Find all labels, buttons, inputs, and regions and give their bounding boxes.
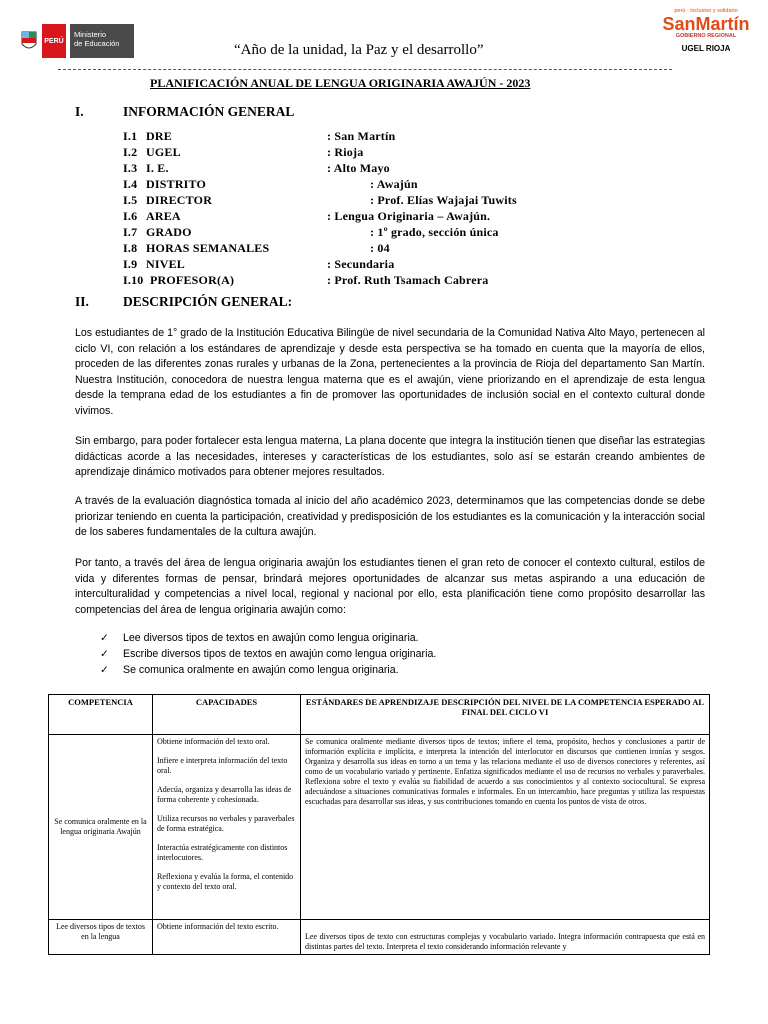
capacidades-cell xyxy=(153,735,301,920)
coat-of-arms-icon xyxy=(19,26,39,56)
capacidades-cell xyxy=(153,920,301,955)
capacidad-item: Utiliza recursos no verbales y paraverbales de forma estratégica. xyxy=(157,814,295,833)
table-header-cell: COMPETENCIA xyxy=(49,695,153,735)
section-2-title: DESCRIPCIÓN GENERAL: xyxy=(123,294,293,309)
info-code: I.3 xyxy=(123,161,138,175)
checklist-item: Lee diversos tipos de textos en awajún como lengua originaria. xyxy=(123,632,419,644)
paragraph: Por tanto, a través del área de lengua originaria awajún los estudiantes tienen el gran reto de conocer el contexto cultural, estilos de vida y diferentes formas de pensar, brindará mejores oportunidades de alcanzar sus metas aspirando a una educación de interculturalidad y competencias a nivel local, regional y nacional por ello, esta planificación tiene como propósito desarrollar las competencias del área de lengua originaria awajún como: xyxy=(75,557,705,616)
capacidad-item: Obtiene información del texto escrito. xyxy=(157,922,279,931)
info-label: DIRECTOR xyxy=(146,193,213,207)
info-value: : San Martín xyxy=(327,129,396,143)
info-label: DISTRITO xyxy=(146,177,207,191)
info-code: I.9 xyxy=(123,257,138,271)
checklist-item: Escribe diversos tipos de textos en awajún como lengua originaria. xyxy=(123,648,437,660)
estandar-cell: Lee diversos tipos de texto con estructuras complejas y vocabulario variado. Integra información contrapuesta que está en distintas partes del texto. Interpreta el texto considerando información relevante y xyxy=(301,920,710,955)
sm-brand-text: SanMartín xyxy=(662,14,750,34)
table-row xyxy=(49,920,710,955)
info-value: : Rioja xyxy=(327,145,364,159)
capacidad-item: Obtiene información del texto oral. xyxy=(157,737,270,746)
table-row xyxy=(49,735,710,920)
estandar-cell: Se comunica oralmente mediante diversos tipos de textos; infiere el tema, propósito, hechos y conclusiones a partir de información explícita e implícita, e interpreta la intención del interlocutor en discursos que contienen ironías y sesgos. Organiza y desarrolla sus ideas en torno a un tema y las relaciona mediante el uso de diversos conectores y referentes, así como de un vocabulario variado y pertinente. Enfatiza significados mediante el uso de recursos no verbales y paraverbales. Reflexiona sobre el texto y evalúa su fiabilidad de acuerdo a sus conocimientos y al contexto sociocultural. Se expresa adecuándose a situaciones comunicativas formales e informales. En un intercambio, hace preguntas y utiliza las respuestas escuchadas para desarrollar sus ideas, y sus contribuciones tomando en cuenta los puntos de vista de otros. xyxy=(301,735,710,920)
info-code: I.7 xyxy=(123,225,138,239)
info-value: : 04 xyxy=(370,241,390,255)
info-code: I.5 xyxy=(123,193,138,207)
info-code: I.2 xyxy=(123,145,138,159)
paragraph: Sin embargo, para poder fortalecer esta lengua materna, La plana docente que integra la institución tienen que diseñar las estrategias didácticas acorde a las necesidades, intereses y características de los estudiantes, solo así se estarán creando ambientes de aprendizaje dinámico motivados para obtener mejores resultados. xyxy=(75,435,705,478)
competency-table xyxy=(48,694,710,955)
peru-logo-block xyxy=(42,24,66,58)
section-1-number: I. xyxy=(75,104,84,119)
competencia-cell: Se comunica oralmente en la lengua originaria Awajún xyxy=(49,735,153,920)
competencia-cell: Lee diversos tipos de textos en la lengua xyxy=(49,920,153,955)
info-value: : Prof. Ruth Tsamach Cabrera xyxy=(327,273,489,287)
sm-ugel-text: UGEL RIOJA xyxy=(681,44,731,53)
capacidad-item: Infiere e interpreta información del texto oral. xyxy=(157,756,288,775)
info-value: : Prof. Elías Wajajai Tuwits xyxy=(370,193,517,207)
capacidad-item: Adecúa, organiza y desarrolla las ideas de forma coherente y cohesionada. xyxy=(157,785,292,804)
section-1-title: INFORMACIÓN GENERAL xyxy=(123,104,295,119)
table-header-row xyxy=(49,695,710,735)
info-label: NIVEL xyxy=(146,257,186,271)
section-2-number: II. xyxy=(75,294,89,309)
checkmark-icon: ✓ xyxy=(100,632,109,644)
info-label: DRE xyxy=(146,129,172,143)
checkmark-icon: ✓ xyxy=(100,648,109,660)
info-code: I.10 xyxy=(123,273,144,287)
info-value: : Awajún xyxy=(370,177,418,191)
info-code: I.1 xyxy=(123,129,138,143)
checkmark-icon: ✓ xyxy=(100,664,109,676)
info-label: I. E. xyxy=(146,161,169,175)
capacidad-item: Interactúa estratégicamente con distintos interlocutores. xyxy=(157,843,288,862)
info-label: HORAS SEMANALES xyxy=(146,241,270,255)
info-code: I.4 xyxy=(123,177,138,191)
info-code: I.6 xyxy=(123,209,138,223)
info-label: PROFESOR(A) xyxy=(150,273,235,287)
capacidad-item: Reflexiona y evalúa la forma, el contenido y contexto del texto oral. xyxy=(157,872,294,891)
san-martin-logo xyxy=(652,8,760,68)
info-value: : Lengua Originaria – Awajún. xyxy=(327,209,491,223)
document-title: PLANIFICACIÓN ANUAL DE LENGUA ORIGINARIA AWAJÚN - 2023 xyxy=(150,76,531,90)
header-divider xyxy=(58,69,672,70)
info-label: UGEL xyxy=(146,145,181,159)
info-code: I.8 xyxy=(123,241,138,255)
info-value: : Secundaria xyxy=(327,257,395,271)
sm-small-text: perú · inclusivo y solidario xyxy=(674,8,738,14)
motto-text: “Año de la unidad, la Paz y el desarrollo” xyxy=(234,42,484,58)
checklist-item: Se comunica oralmente en awajún como lengua originaria. xyxy=(123,664,399,676)
paragraph: A través de la evaluación diagnóstica tomada al inicio del año académico 2023, determinamos que las competencias donde se debe priorizar teniendo en cuenta la participación, creatividad y predisposición de los estudiantes es la comunicación y la interacción social de los saberes fundamentales de la cultura awajún. xyxy=(75,495,705,538)
peru-logo-text: PERÚ xyxy=(44,37,64,45)
sm-gov-text: GOBIERNO REGIONAL xyxy=(675,33,737,39)
info-value: : 1º grado, sección única xyxy=(370,225,499,239)
info-label: GRADO xyxy=(146,225,192,239)
table-header-cell: ESTÁNDARES DE APRENDIZAJE DESCRIPCIÓN DEL NIVEL DE LA COMPETENCIA ESPERADO AL FINAL DEL CICLO VI xyxy=(301,695,710,735)
info-value: : Alto Mayo xyxy=(327,161,390,175)
table-header-cell: CAPACIDADES xyxy=(153,695,301,735)
info-label: AREA xyxy=(146,209,181,223)
paragraph: Los estudiantes de 1° grado de la Institución Educativa Bilingüe de nivel secundaria de la Comunidad Nativa Alto Mayo, pertenecen al ciclo VI, con relación a los estándares de aprendizaje y desde esta perspectiva se ha tomado en cuenta que la mayoría de ellos, proceden de las diferentes zonas rurales y urbanas de la Zona, pertenecientes a la provincia de Rioja del departamento San Martín. Nuestra Institución, conocedora de nuestra lengua materna que es el awajún, viene priorizando en el aprendizaje de esta lengua desde la temprana edad de los estudiantes a fin de promover las oportunidades de inclusión social en el contexto cultural donde vivimos. xyxy=(75,327,705,417)
ministry-logo: Ministerio de Educación xyxy=(70,24,134,58)
